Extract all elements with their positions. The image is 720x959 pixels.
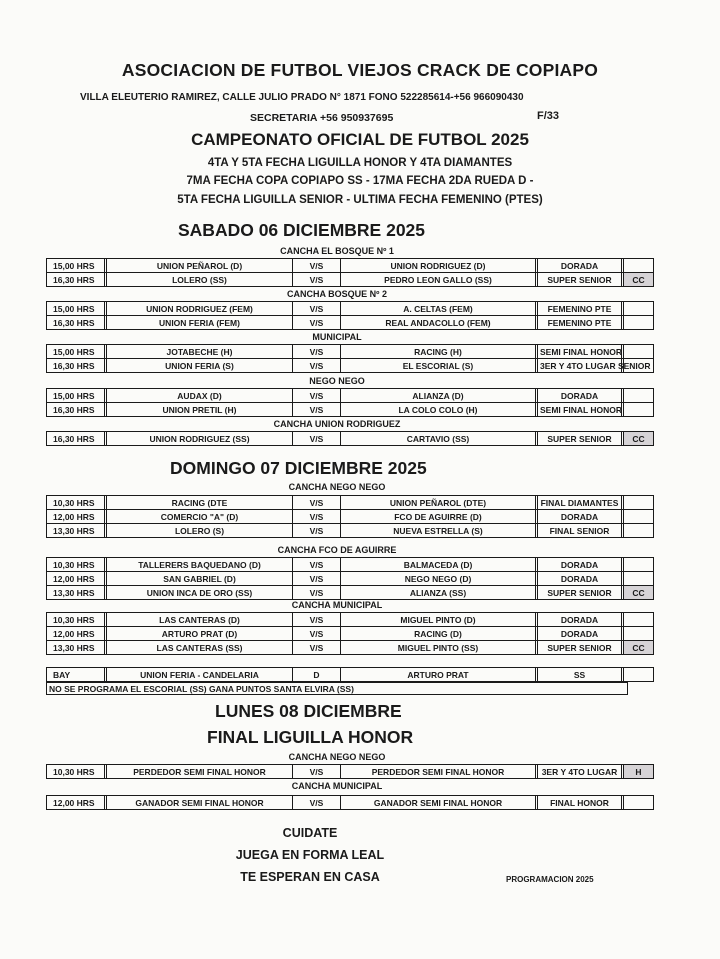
category-cell: DORADA <box>538 613 622 627</box>
match-time-cell: 13,30 HRS <box>47 641 105 655</box>
match-table <box>46 301 654 330</box>
match-time-cell: 13,30 HRS <box>47 524 105 538</box>
away-team-cell: EL ESCORIAL (S) <box>341 359 536 373</box>
away-team-cell: UNION PEÑAROL (DTE) <box>341 496 536 510</box>
match-time-cell: 16,30 HRS <box>47 316 105 330</box>
home-team-cell: AUDAX (D) <box>107 389 293 403</box>
versus-cell: V/S <box>293 510 341 524</box>
category-cell: DORADA <box>538 389 622 403</box>
match-time-cell: 15,00 HRS <box>47 259 105 273</box>
category-cell: DORADA <box>538 510 622 524</box>
match-table <box>46 431 654 446</box>
footer-line-1: CUIDATE <box>282 826 338 840</box>
home-team-cell: COMERCIO "A" (D) <box>107 510 293 524</box>
subtitle-3: 5TA FECHA LIGUILLA SENIOR - ULTIMA FECHA FEMENINO (PTES) <box>177 194 543 206</box>
subtitle-2: 7MA FECHA COPA COPIAPO SS - 17MA FECHA 2DA RUEDA D - <box>186 175 534 187</box>
home-team-cell: UNION FERIA (FEM) <box>107 316 293 330</box>
home-team-cell: UNION FERIA - CANDELARIA <box>107 668 293 682</box>
away-team-cell: MIGUEL PINTO (D) <box>341 613 536 627</box>
mark-cell: CC <box>624 641 654 655</box>
mark-cell <box>624 345 654 359</box>
match-row <box>47 316 654 330</box>
schedule-note: NO SE PROGRAMA EL ESCORIAL (SS) GANA PUNTOS SANTA ELVIRA (SS) <box>46 682 628 695</box>
match-time-cell: 15,00 HRS <box>47 389 105 403</box>
versus-cell: V/S <box>293 496 341 510</box>
match-time-cell: 15,00 HRS <box>47 302 105 316</box>
match-row <box>47 389 654 403</box>
versus-cell: V/S <box>293 572 341 586</box>
category-cell: SEMI FINAL HONOR <box>538 403 622 417</box>
match-table <box>46 795 654 810</box>
mark-cell <box>624 389 654 403</box>
away-team-cell: PEDRO LEON GALLO (SS) <box>341 273 536 287</box>
away-team-cell: PERDEDOR SEMI FINAL HONOR <box>341 765 536 779</box>
versus-cell: V/S <box>293 432 341 446</box>
match-time-cell: 12,00 HRS <box>47 796 105 810</box>
match-time-cell: 10,30 HRS <box>47 558 105 572</box>
home-team-cell: GANADOR SEMI FINAL HONOR <box>107 796 293 810</box>
mark-cell <box>624 496 654 510</box>
match-time-cell: 16,30 HRS <box>47 359 105 373</box>
versus-cell: V/S <box>293 302 341 316</box>
venue-label: CANCHA FCO DE AGUIRRE <box>277 545 397 555</box>
match-row <box>47 345 654 359</box>
match-row <box>47 572 654 586</box>
away-team-cell: ARTURO PRAT <box>341 668 536 682</box>
secretaria-phone: SECRETARIA +56 950937695 <box>250 112 394 124</box>
mark-cell: CC <box>624 273 654 287</box>
category-cell: FEMENINO PTE <box>538 302 622 316</box>
match-time-cell: 10,30 HRS <box>47 496 105 510</box>
away-team-cell: MIGUEL PINTO (SS) <box>341 641 536 655</box>
programacion-label: PROGRAMACION 2025 <box>506 875 594 884</box>
versus-cell: V/S <box>293 389 341 403</box>
home-team-cell: SAN GABRIEL (D) <box>107 572 293 586</box>
versus-cell: V/S <box>293 273 341 287</box>
match-table <box>46 612 654 655</box>
home-team-cell: UNION INCA DE ORO (SS) <box>107 586 293 600</box>
category-cell: SUPER SENIOR <box>538 641 622 655</box>
match-time-cell: BAY <box>47 668 105 682</box>
match-row <box>47 796 654 810</box>
away-team-cell: LA COLO COLO (H) <box>341 403 536 417</box>
match-row <box>47 302 654 316</box>
address: VILLA ELEUTERIO RAMIREZ, CALLE JULIO PRADO N° 1871 FONO 522285614-+56 966090430 <box>80 92 524 103</box>
home-team-cell: LAS CANTERAS (D) <box>107 613 293 627</box>
category-cell: FINAL DIAMANTES <box>538 496 622 510</box>
match-time-cell: 12,00 HRS <box>47 510 105 524</box>
match-time-cell: 10,30 HRS <box>47 613 105 627</box>
match-table <box>46 557 654 600</box>
venue-label: CANCHA UNION RODRIGUEZ <box>273 419 401 429</box>
venue-label: CANCHA BOSQUE Nº 2 <box>287 289 387 299</box>
category-cell: SUPER SENIOR <box>538 432 622 446</box>
mark-cell <box>624 316 654 330</box>
home-team-cell: UNION PRETIL (H) <box>107 403 293 417</box>
championship-title: CAMPEONATO OFICIAL DE FUTBOL 2025 <box>191 130 529 149</box>
versus-cell: V/S <box>293 613 341 627</box>
category-cell: DORADA <box>538 572 622 586</box>
category-cell: 3ER Y 4TO LUGAR SENIOR <box>538 359 622 373</box>
versus-cell: V/S <box>293 765 341 779</box>
away-team-cell: GANADOR SEMI FINAL HONOR <box>341 796 536 810</box>
versus-cell: V/S <box>293 586 341 600</box>
match-row <box>47 524 654 538</box>
away-team-cell: A. CELTAS (FEM) <box>341 302 536 316</box>
mark-cell <box>624 259 654 273</box>
venue-label: CANCHA MUNICIPAL <box>291 781 383 791</box>
match-table <box>46 495 654 538</box>
match-row <box>47 359 654 373</box>
versus-cell: V/S <box>293 359 341 373</box>
versus-cell: V/S <box>293 641 341 655</box>
away-team-cell: RACING (H) <box>341 345 536 359</box>
match-table <box>46 344 654 373</box>
venue-label: CANCHA EL BOSQUE Nº 1 <box>280 246 394 256</box>
category-cell: SS <box>538 668 622 682</box>
category-cell: DORADA <box>538 627 622 641</box>
mark-cell: H <box>624 765 654 779</box>
venue-label: NEGO NEGO <box>309 376 365 386</box>
category-cell: FEMENINO PTE <box>538 316 622 330</box>
match-time-cell: 12,00 HRS <box>47 627 105 641</box>
mark-cell <box>624 510 654 524</box>
away-team-cell: REAL ANDACOLLO (FEM) <box>341 316 536 330</box>
versus-cell: V/S <box>293 796 341 810</box>
day-saturday: SABADO 06 DICIEMBRE 2025 <box>178 220 426 240</box>
day-monday: LUNES 08 DICIEMBRE <box>215 701 402 721</box>
versus-cell: V/S <box>293 627 341 641</box>
home-team-cell: TALLERERS BAQUEDANO (D) <box>107 558 293 572</box>
footer-line-2: JUEGA EN FORMA LEAL <box>235 848 385 862</box>
away-team-cell: CARTAVIO (SS) <box>341 432 536 446</box>
match-row <box>47 496 654 510</box>
category-cell: 3ER Y 4TO LUGAR <box>538 765 622 779</box>
mark-cell <box>624 627 654 641</box>
away-team-cell: FCO DE AGUIRRE (D) <box>341 510 536 524</box>
match-time-cell: 16,30 HRS <box>47 403 105 417</box>
home-team-cell: ARTURO PRAT (D) <box>107 627 293 641</box>
match-table <box>46 764 654 779</box>
final-title: FINAL LIGUILLA HONOR <box>207 727 414 747</box>
match-row <box>47 668 654 682</box>
versus-cell: V/S <box>293 558 341 572</box>
match-table <box>46 388 654 417</box>
mark-cell <box>624 403 654 417</box>
document-ref: F/33 <box>537 110 560 122</box>
match-row <box>47 259 654 273</box>
home-team-cell: JOTABECHE (H) <box>107 345 293 359</box>
match-row <box>47 765 654 779</box>
mark-cell <box>624 572 654 586</box>
away-team-cell: ALIANZA (D) <box>341 389 536 403</box>
match-row <box>47 641 654 655</box>
home-team-cell: UNION RODRIGUEZ (SS) <box>107 432 293 446</box>
association-title: ASOCIACION DE FUTBOL VIEJOS CRACK DE COPIAPO <box>121 60 599 80</box>
match-row <box>47 613 654 627</box>
versus-cell: V/S <box>293 524 341 538</box>
venue-label: MUNICIPAL <box>312 332 362 342</box>
home-team-cell: UNION PEÑAROL (D) <box>107 259 293 273</box>
mark-cell <box>624 796 654 810</box>
away-team-cell: NEGO NEGO (D) <box>341 572 536 586</box>
away-team-cell: NUEVA ESTRELLA (S) <box>341 524 536 538</box>
versus-cell: V/S <box>293 259 341 273</box>
match-row <box>47 273 654 287</box>
category-cell: FINAL HONOR <box>538 796 622 810</box>
match-table <box>46 667 654 682</box>
mark-cell <box>624 524 654 538</box>
away-team-cell: UNION RODRIGUEZ (D) <box>341 259 536 273</box>
footer-line-3: TE ESPERAN EN CASA <box>240 870 380 884</box>
category-cell: DORADA <box>538 558 622 572</box>
versus-cell: V/S <box>293 403 341 417</box>
versus-cell: D <box>293 668 341 682</box>
category-cell: SEMI FINAL HONOR <box>538 345 622 359</box>
home-team-cell: LAS CANTERAS (SS) <box>107 641 293 655</box>
mark-cell: CC <box>624 586 654 600</box>
venue-label: CANCHA NEGO NEGO <box>288 482 386 492</box>
match-row <box>47 432 654 446</box>
match-time-cell: 16,30 HRS <box>47 432 105 446</box>
category-cell: FINAL SENIOR <box>538 524 622 538</box>
home-team-cell: PERDEDOR SEMI FINAL HONOR <box>107 765 293 779</box>
mark-cell: CC <box>624 432 654 446</box>
versus-cell: V/S <box>293 316 341 330</box>
home-team-cell: LOLERO (SS) <box>107 273 293 287</box>
mark-cell <box>624 668 654 682</box>
match-row <box>47 586 654 600</box>
home-team-cell: UNION RODRIGUEZ (FEM) <box>107 302 293 316</box>
match-time-cell: 12,00 HRS <box>47 572 105 586</box>
day-sunday: DOMINGO 07 DICIEMBRE 2025 <box>170 458 427 478</box>
category-cell: DORADA <box>538 259 622 273</box>
match-time-cell: 10,30 HRS <box>47 765 105 779</box>
match-row <box>47 627 654 641</box>
match-table <box>46 258 654 287</box>
match-time-cell: 16,30 HRS <box>47 273 105 287</box>
away-team-cell: BALMACEDA (D) <box>341 558 536 572</box>
match-row <box>47 403 654 417</box>
mark-cell <box>624 302 654 316</box>
mark-cell <box>624 613 654 627</box>
venue-label: CANCHA MUNICIPAL <box>291 600 383 610</box>
away-team-cell: RACING (D) <box>341 627 536 641</box>
category-cell: SUPER SENIOR <box>538 273 622 287</box>
mark-cell <box>624 558 654 572</box>
match-time-cell: 15,00 HRS <box>47 345 105 359</box>
subtitle-1: 4TA Y 5TA FECHA LIGUILLA HONOR Y 4TA DIAMANTES <box>207 157 513 169</box>
versus-cell: V/S <box>293 345 341 359</box>
match-time-cell: 13,30 HRS <box>47 586 105 600</box>
match-row <box>47 558 654 572</box>
home-team-cell: RACING (DTE <box>107 496 293 510</box>
home-team-cell: LOLERO (S) <box>107 524 293 538</box>
venue-label: CANCHA NEGO NEGO <box>288 752 386 762</box>
match-row <box>47 510 654 524</box>
category-cell: SUPER SENIOR <box>538 586 622 600</box>
home-team-cell: UNION FERIA (S) <box>107 359 293 373</box>
away-team-cell: ALIANZA (SS) <box>341 586 536 600</box>
